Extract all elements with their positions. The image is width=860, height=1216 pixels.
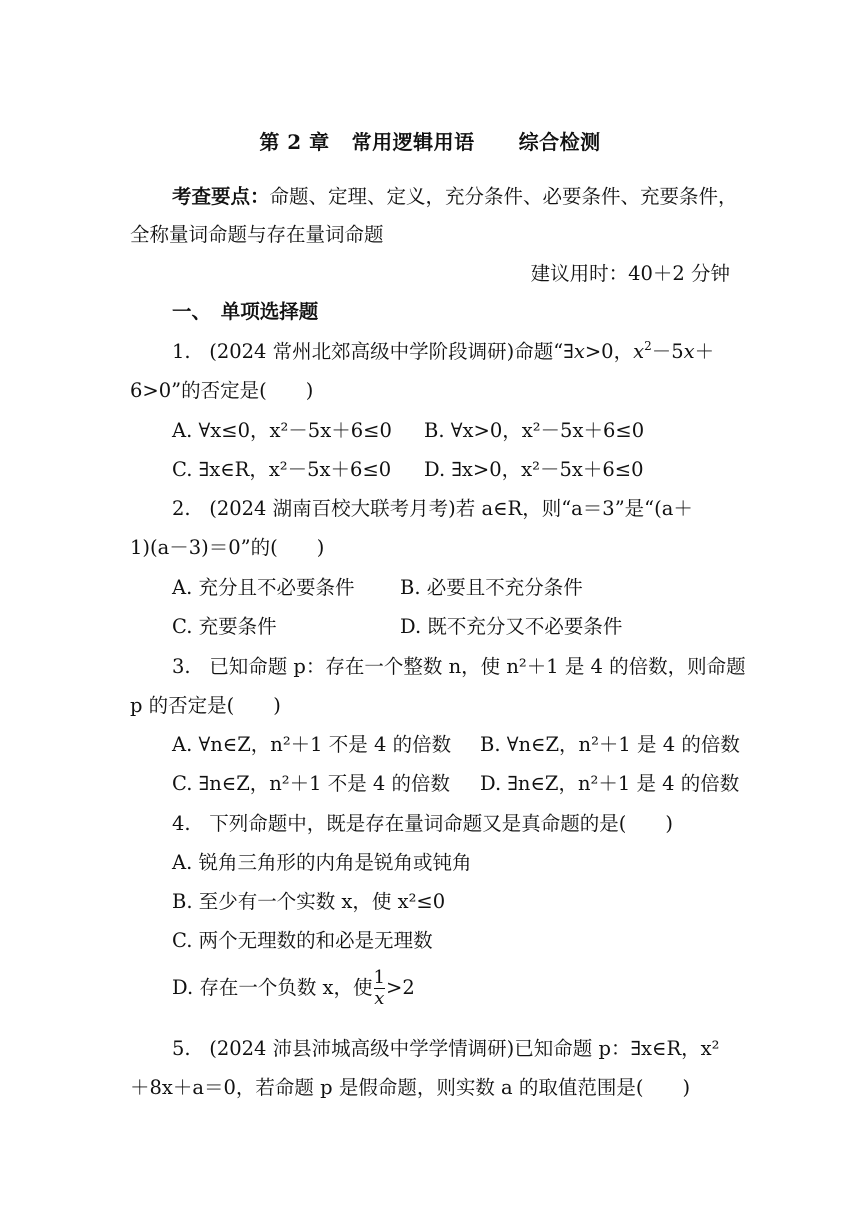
question-stem: 已知命题 p：∃x∈R，x²: [514, 1037, 720, 1060]
key-points-label: 考查要点：: [172, 185, 270, 208]
question-stem: >0，: [584, 340, 634, 363]
key-points-line2: 全称量词命题与存在量词命题: [130, 223, 384, 246]
option-d[interactable]: D. ∃x>0，x²－5x＋6≤0: [424, 458, 644, 481]
chapter-name: 常用逻辑用语: [351, 130, 475, 154]
option-a[interactable]: A. 锐角三角形的内角是锐角或钝角: [172, 851, 472, 874]
var-x: x: [633, 340, 645, 363]
option-a[interactable]: A. ∀n∈Z，n²＋1 不是 4 的倍数: [172, 733, 452, 756]
question-2-line1: [172, 496, 732, 522]
question-number: 2.: [172, 497, 191, 520]
option-d[interactable]: D. ∃n∈Z，n²＋1 是 4 的倍数: [480, 772, 740, 795]
fraction-denominator: x: [374, 988, 385, 1009]
option-c[interactable]: C. ∃n∈Z，n²＋1 不是 4 的倍数: [172, 772, 451, 795]
var-x: x: [683, 340, 695, 363]
option-d[interactable]: D. 既不充分又不必要条件: [400, 615, 623, 638]
key-points-text1: 命题、定理、定义，充分条件、必要条件、充要条件，: [269, 185, 738, 208]
title-suffix: 综合检测: [518, 130, 601, 154]
var-x: x: [573, 340, 585, 363]
question-number: 5.: [172, 1037, 191, 1060]
option-c[interactable]: C. ∃x∈R，x²－5x＋6≤0: [172, 458, 392, 481]
question-source: (2024 湖南百校大联考月考): [209, 497, 456, 520]
question-number: 3.: [172, 655, 191, 678]
question-1-line1: [172, 339, 732, 365]
question-source: (2024 沛县沛城高级中学学情调研): [209, 1037, 515, 1060]
question-3-line2: p 的否定是( ): [130, 694, 281, 717]
question-stem: 命题“∃: [514, 340, 574, 363]
question-stem: 下列命题中，既是存在量词命题又是真命题的是( ): [209, 812, 673, 835]
question-4-line1: [172, 811, 732, 837]
question-number: 1.: [172, 340, 191, 363]
question-number: 4.: [172, 812, 191, 835]
question-5-line2: ＋8x＋a＝0，若命题 p 是假命题，则实数 a 的取值范围是( ): [130, 1076, 691, 1099]
exponent: 2: [644, 339, 652, 353]
option-text: >2: [386, 976, 415, 999]
question-stem: 已知命题 p：存在一个整数 n，使 n²＋1 是 4 的倍数，则命题: [209, 655, 746, 678]
question-stem: －5: [651, 340, 684, 363]
fraction-numerator: 1: [373, 967, 385, 988]
option-c[interactable]: C. 充要条件: [172, 615, 277, 638]
question-5-line1: [172, 1036, 732, 1062]
option-d[interactable]: [172, 968, 415, 1009]
question-stem: 若 a∈R，则“a＝3”是“(a＋: [455, 497, 693, 520]
question-1-line2: 6>0”的否定是( ): [130, 379, 314, 402]
option-b[interactable]: B. 至少有一个实数 x，使 x²≤0: [172, 890, 446, 913]
option-text: D. 存在一个负数 x，使: [172, 976, 373, 999]
chapter-number: 第 2 章: [259, 130, 330, 154]
question-2-line2: 1)(a－3)＝0”的( ): [130, 536, 325, 559]
option-c[interactable]: C. 两个无理数的和必是无理数: [172, 929, 433, 952]
suggested-time: 建议用时：40＋2 分钟: [530, 262, 730, 285]
question-3-line1: [172, 654, 746, 680]
option-a[interactable]: A. ∀x≤0，x²－5x＋6≤0: [172, 419, 392, 442]
fraction: [374, 968, 385, 1009]
option-b[interactable]: B. ∀n∈Z，n²＋1 是 4 的倍数: [480, 733, 740, 756]
question-stem: ＋: [694, 340, 715, 363]
key-points-line1: [172, 184, 738, 210]
option-b[interactable]: B. 必要且不充分条件: [400, 576, 583, 599]
section-heading: 一、 单项选择题: [172, 300, 319, 323]
option-b[interactable]: B. ∀x>0，x²－5x＋6≤0: [424, 419, 645, 442]
option-a[interactable]: A. 充分且不必要条件: [172, 576, 355, 599]
page-title: [0, 126, 860, 155]
question-source: (2024 常州北郊高级中学阶段调研): [209, 340, 515, 363]
